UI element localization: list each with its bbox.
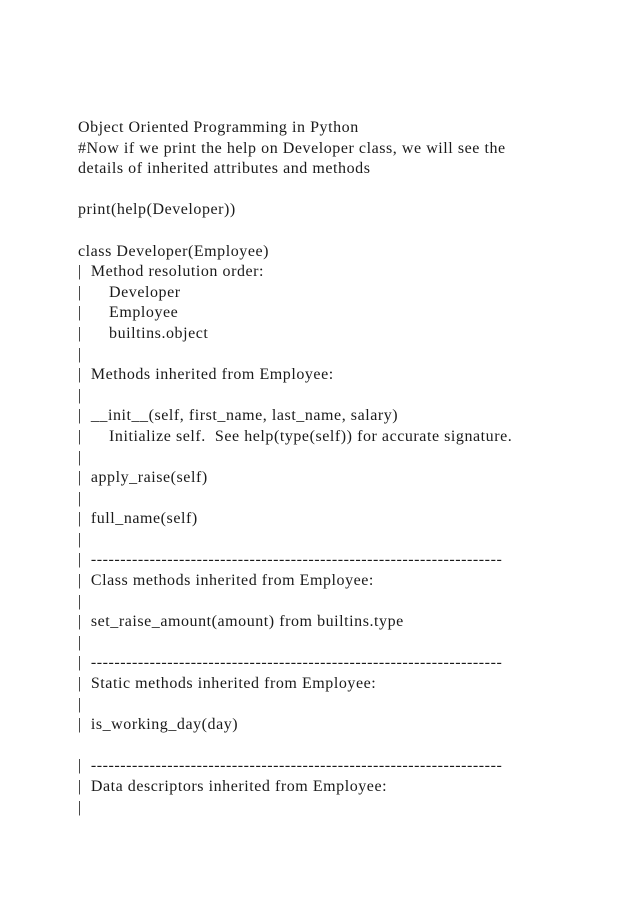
help-bar-line: |	[78, 448, 82, 466]
section-divider: | ----------------------------------------------------------------------	[78, 551, 503, 569]
document-title: Object Oriented Programming in Python	[78, 119, 359, 136]
section-divider: | ----------------------------------------------------------------------	[78, 757, 503, 775]
help-bar-line: |	[78, 345, 82, 363]
class-methods-heading: | Class methods inherited from Employee:	[78, 572, 374, 590]
help-bar-line: |	[78, 386, 82, 404]
method-init-doc: | Initialize self. See help(type(self)) for accurate signature.	[78, 427, 513, 445]
comment-line-1: #Now if we print the help on Developer class, we will see the	[78, 139, 506, 157]
blank-line	[78, 221, 618, 242]
class-signature: class Developer(Employee)	[78, 242, 270, 260]
mro-item-object: | builtins.object	[78, 324, 209, 342]
mro-item-developer: | Developer	[78, 283, 181, 301]
method-set-raise-amount: | set_raise_amount(amount) from builtins.type	[78, 613, 404, 631]
help-bar-line: |	[78, 798, 82, 816]
section-divider: | ----------------------------------------------------------------------	[78, 654, 503, 672]
comment-line-2: details of inherited attributes and methods	[78, 160, 371, 178]
data-descriptors-heading: | Data descriptors inherited from Employee:	[78, 778, 388, 795]
method-init: | __init__(self, first_name, last_name, salary)	[78, 407, 399, 425]
blank-line	[78, 180, 618, 201]
method-is-working-day: | is_working_day(day)	[78, 716, 239, 734]
static-methods-heading: | Static methods inherited from Employee:	[78, 675, 377, 693]
methods-heading: | Methods inherited from Employee:	[78, 366, 334, 384]
help-bar-line: |	[78, 592, 82, 610]
code-print-help: print(help(Developer))	[78, 201, 236, 219]
help-bar-line: |	[78, 695, 82, 713]
help-bar-line: |	[78, 530, 82, 548]
help-bar-line: |	[78, 633, 82, 651]
help-bar-line: |	[78, 489, 82, 507]
method-full-name: | full_name(self)	[78, 510, 198, 528]
mro-item-employee: | Employee	[78, 304, 179, 322]
blank-line	[78, 736, 618, 757]
document-body	[78, 118, 618, 818]
method-apply-raise: | apply_raise(self)	[78, 469, 208, 487]
mro-heading: | Method resolution order:	[78, 263, 265, 281]
